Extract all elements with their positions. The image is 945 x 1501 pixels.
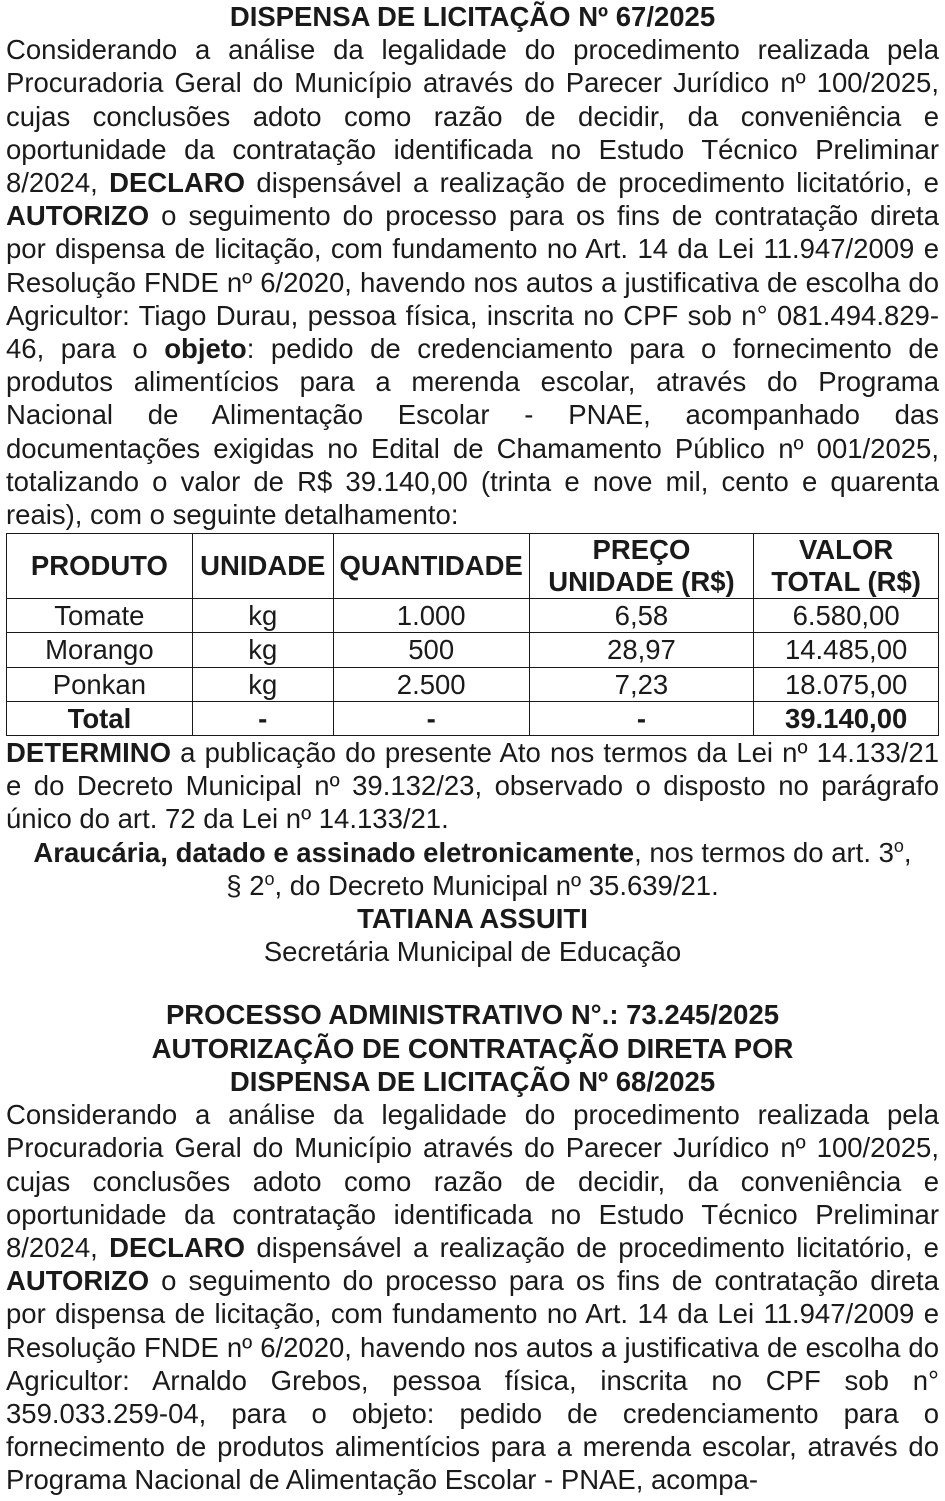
table-header-row [7,534,939,599]
signature-text: § 2 [226,869,265,901]
dispensa-67-section [6,0,939,968]
signature-place: Araucária, datado e assinado eletronicamente [33,836,635,868]
cell-quantidade: 2.500 [333,667,529,701]
declaro-keyword: DECLARO [109,1231,246,1263]
table-row [7,599,939,633]
ordinal-sup: o [264,868,275,889]
signature-text: , [903,836,912,868]
cell-total: 6.580,00 [754,599,939,633]
paragraph-text: o seguimento do processo para os fins de contratação direta por dispensa de licitação, com fundamento no Art. 14 da Lei 11.947/2009 e Resolução FNDE nº 6/2020, havendo nos autos a justificativa de escolha do Agricultor: Arnaldo Grebos, pessoa física, inscrita no CPF sob n° 359.033.259-04, para o objeto: pedido de credenciamento para o fornecimento de produtos alimentícios para a merenda escolar, através do Programa Nacional de Alimentação Escolar - PNAE, acompa- [6,1265,939,1496]
header-valor-total: VALOR TOTAL (R$) [754,534,939,599]
cell-unidade: kg [192,633,333,667]
declaro-keyword: DECLARO [109,167,246,199]
paragraph-text: dispensável a realização de procedimento licitatório, e [245,167,939,199]
autorizo-keyword: AUTORIZO [6,200,150,232]
paragraph-text: : pedido de credenciamento para o fornecimento de produtos alimentícios para a merenda escolar, através do Programa Nacional de Alimentação Escolar - PNAE, acompanhado das documentações exigidas no Edital de Chamamento Público nº 001/2025, totalizando o valor de R$ 39.140,00 (trinta e nove mil, cento e quarenta reais), com o seguinte detalhamento: [6,333,939,531]
cell-quantidade: - [333,701,529,735]
cell-preco: 6,58 [529,599,754,633]
cell-preco: 28,97 [529,633,754,667]
signer-name: TATIANA ASSUITI [357,903,588,935]
dispensa-67-paragraph [6,33,939,531]
cell-total: 14.485,00 [754,633,939,667]
signature-line [6,836,939,902]
section-spacer [6,968,939,998]
paragraph-text: Considerando a análise da legalidade do procedimento realizada pela Procuradoria Geral do Município através do Parecer Jurídico nº 100/2025, cujas conclusões adoto como razão de decidir, da conveniência e oportunidade da contratação identificada no Estudo Técnico Preliminar 8/2024, [6,34,939,199]
dispensa-68-paragraph [6,1098,939,1496]
cell-preco: 7,23 [529,667,754,701]
table-row [7,667,939,701]
cell-quantidade: 1.000 [333,599,529,633]
cell-unidade: kg [192,667,333,701]
paragraph-text: o seguimento do processo para os fins de contratação direta por dispensa de licitação, com fundamento no Art. 14 da Lei 11.947/2009 e Resolução FNDE nº 6/2020, havendo nos autos a justificativa de escolha do Agricultor: Tiago Durau, pessoa física, inscrita no CPF sob n° 081.494.829-46, para o [6,200,939,365]
autorizacao-title: AUTORIZAÇÃO DE CONTRATAÇÃO DIRETA POR [151,1032,794,1064]
cell-produto: Morango [7,633,193,667]
cell-preco: - [529,701,754,735]
processo-title: PROCESSO ADMINISTRATIVO N°.: 73.245/2025 [165,999,780,1031]
table-row [7,633,939,667]
cell-total: 18.075,00 [754,667,939,701]
cell-produto: Ponkan [7,667,193,701]
cell-quantidade: 500 [333,633,529,667]
header-unidade: UNIDADE [192,534,333,599]
paragraph-text: a publicação do presente Ato nos termos da Lei nº 14.133/21 e do Decreto Municipal nº 39.132/23, observado o disposto no parágrafo único do art. 72 da Lei nº 14.133/21. [6,737,939,835]
cell-unidade: kg [192,599,333,633]
signer-role: Secretária Municipal de Educação [263,936,682,968]
cell-unidade: - [192,701,333,735]
header-produto: PRODUTO [7,534,193,599]
cell-produto: Tomate [7,599,193,633]
dispensa-68-section [6,998,939,1496]
paragraph-text: Considerando a análise da legalidade do procedimento realizada pela Procuradoria Geral do Município através do Parecer Jurídico nº 100/2025, cujas conclusões adoto como razão de decidir, da conveniência e oportunidade da contratação identificada no Estudo Técnico Preliminar 8/2024, [6,1099,939,1263]
objeto-keyword: objeto [164,333,247,365]
paragraph-text: dispensável a realização de procedimento licitatório, e [245,1231,939,1263]
cell-total: 39.140,00 [754,701,939,735]
autorizo-keyword: AUTORIZO [6,1265,150,1297]
determino-keyword: DETERMINO [6,737,171,769]
header-preco-unidade: PREÇO UNIDADE (R$) [529,534,754,599]
signature-text: , nos termos do art. 3 [634,836,894,868]
ordinal-sup: o [893,835,904,856]
signature-text: , do Decreto Municipal nº 35.639/21. [274,869,719,901]
dispensa-67-title: DISPENSA DE LICITAÇÃO Nº 67/2025 [229,1,716,32]
cell-produto: Total [7,701,193,735]
products-table [6,533,939,736]
header-quantidade: QUANTIDADE [333,534,529,599]
table-total-row [7,701,939,735]
determino-paragraph [6,736,939,836]
dispensa-68-title: DISPENSA DE LICITAÇÃO Nº 68/2025 [229,1065,716,1097]
